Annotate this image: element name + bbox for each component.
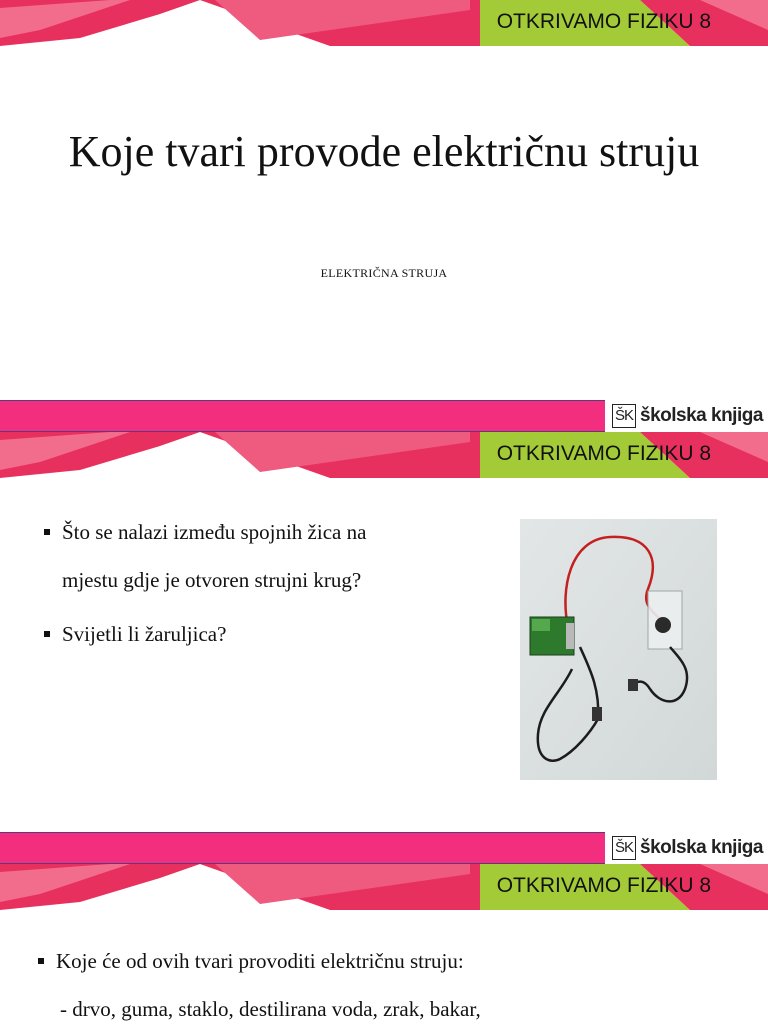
sk-logo-icon: ŠK [612, 836, 636, 860]
slide1-title: Koje tvari provode električnu struju [68, 127, 700, 176]
bullet-square-icon [44, 529, 50, 535]
slide3-header-banner [0, 864, 768, 910]
bullet-text: Što se nalazi između spojnih žica na [62, 520, 367, 544]
publisher-name: školska knjiga [640, 837, 763, 858]
publisher-logo [612, 400, 768, 432]
slide2-bullet-1-cont: mjestu gdje je otvoren strujni krug? [62, 568, 362, 592]
series-label: OTKRIVAMO FIZIKU 8 [496, 10, 711, 33]
slide2-footer-bar [0, 832, 605, 864]
publisher-logo [612, 832, 768, 864]
slide2-bullet-1 [44, 520, 366, 545]
slide1-subtitle: ELEKTRIČNA STRUJA [320, 266, 448, 280]
slide1-header-banner [0, 0, 768, 46]
slide3-line-2: - drvo, guma, staklo, destilirana voda, zrak, bakar, [60, 997, 481, 1021]
bullet-square-icon [44, 631, 50, 637]
slide2-header-banner [0, 432, 768, 478]
sk-logo-icon: ŠK [612, 404, 636, 428]
bullet-text: Svijetli li žaruljica? [62, 622, 227, 646]
series-label: OTKRIVAMO FIZIKU 8 [496, 874, 711, 897]
battery-circuit-photo [520, 519, 717, 780]
publisher-name: školska knjiga [640, 405, 763, 426]
bullet-square-icon [38, 958, 44, 964]
bullet-text: Koje će od ovih tvari provoditi električnu struju: [56, 949, 464, 973]
series-label: OTKRIVAMO FIZIKU 8 [496, 442, 711, 465]
slide2-bullet-2 [44, 622, 226, 647]
slide3-bullet-1 [38, 949, 464, 974]
slide1-footer-bar [0, 400, 605, 432]
